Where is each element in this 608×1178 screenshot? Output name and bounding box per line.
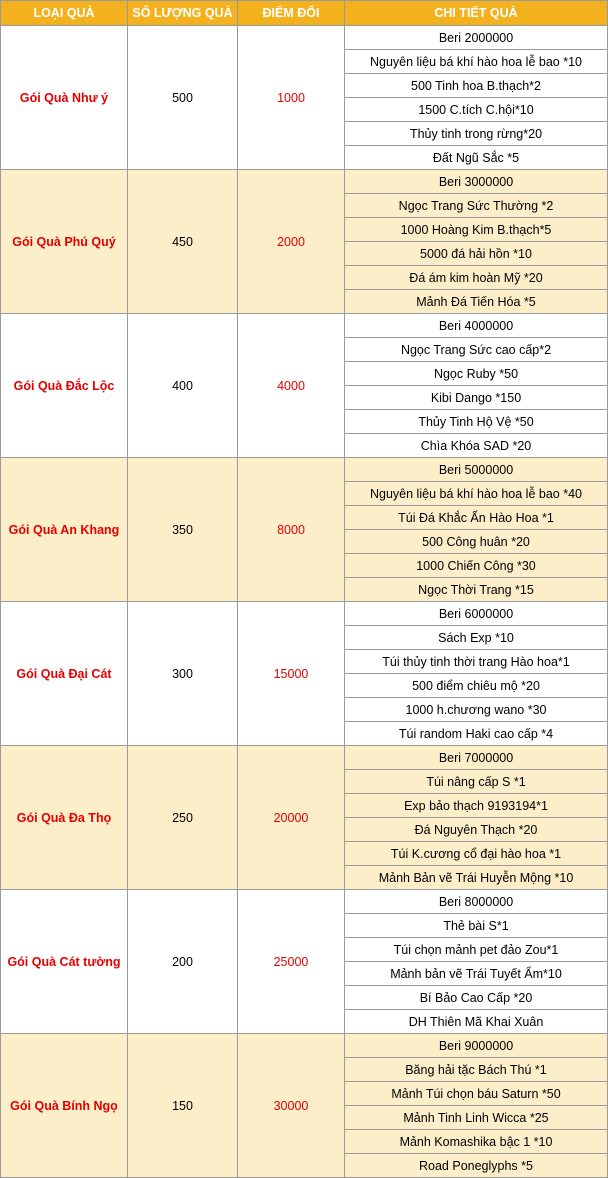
package-quantity: 250 xyxy=(128,746,238,890)
gift-item: Ngọc Trang Sức Thường *2 xyxy=(345,194,608,218)
package-points: 15000 xyxy=(238,602,345,746)
gift-item: Túi random Haki cao cấp *4 xyxy=(345,722,608,746)
table-body xyxy=(1,26,608,1178)
gift-item: Chìa Khóa SAD *20 xyxy=(345,434,608,458)
package-points: 30000 xyxy=(238,1034,345,1178)
package-name: Gói Quà Phú Quý xyxy=(1,170,128,314)
gift-item: 1000 h.chương wano *30 xyxy=(345,698,608,722)
package-name: Gói Quà Như ý xyxy=(1,26,128,170)
gift-item: Kibi Dango *150 xyxy=(345,386,608,410)
package-name: Gói Quà Cát tường xyxy=(1,890,128,1034)
gift-item: Exp bảo thạch 9193194*1 xyxy=(345,794,608,818)
gift-item: Túi Đá Khắc Ấn Hào Hoa *1 xyxy=(345,506,608,530)
package-name: Gói Quà Đại Cát xyxy=(1,602,128,746)
gift-item: Beri 5000000 xyxy=(345,458,608,482)
gift-item: Ngọc Ruby *50 xyxy=(345,362,608,386)
package-points: 4000 xyxy=(238,314,345,458)
gift-item: Thủy tinh trong rừng*20 xyxy=(345,122,608,146)
gift-item: Túi chọn mảnh pet đảo Zou*1 xyxy=(345,938,608,962)
gift-item: Bí Bảo Cao Cấp *20 xyxy=(345,986,608,1010)
gift-item: 500 Công huân *20 xyxy=(345,530,608,554)
table-row xyxy=(1,26,608,50)
package-points: 20000 xyxy=(238,746,345,890)
package-quantity: 200 xyxy=(128,890,238,1034)
package-points: 8000 xyxy=(238,458,345,602)
gift-item: Mảnh bản vẽ Trái Tuyết Ẩm*10 xyxy=(345,962,608,986)
package-name: Gói Quà Bính Ngọ xyxy=(1,1034,128,1178)
header-gift-details: CHI TIẾT QUÀ xyxy=(345,1,608,26)
gift-item: Sách Exp *10 xyxy=(345,626,608,650)
package-quantity: 150 xyxy=(128,1034,238,1178)
header-exchange-points: ĐIỂM ĐỔI xyxy=(238,1,345,26)
gift-item: Beri 6000000 xyxy=(345,602,608,626)
header-gift-type: LOẠI QUÀ xyxy=(1,1,128,26)
gift-item: 500 Tinh hoa B.thạch*2 xyxy=(345,74,608,98)
table-row xyxy=(1,170,608,194)
gift-item: Băng hải tặc Bách Thú *1 xyxy=(345,1058,608,1082)
package-points: 25000 xyxy=(238,890,345,1034)
gift-item: Ngọc Thời Trang *15 xyxy=(345,578,608,602)
gift-item: Nguyên liệu bá khí hào hoa lễ bao *40 xyxy=(345,482,608,506)
gift-item: Road Poneglyphs *5 xyxy=(345,1154,608,1178)
gift-item: Beri 4000000 xyxy=(345,314,608,338)
header-gift-quantity: SỐ LƯỢNG QUÀ xyxy=(128,1,238,26)
package-points: 1000 xyxy=(238,26,345,170)
gift-item: Beri 7000000 xyxy=(345,746,608,770)
package-quantity: 450 xyxy=(128,170,238,314)
package-quantity: 500 xyxy=(128,26,238,170)
package-name: Gói Quà Đa Thọ xyxy=(1,746,128,890)
table-row xyxy=(1,890,608,914)
table-header xyxy=(1,1,608,26)
gift-item: Beri 2000000 xyxy=(345,26,608,50)
package-points: 2000 xyxy=(238,170,345,314)
gift-item: 5000 đá hải hồn *10 xyxy=(345,242,608,266)
gift-item: Túi K.cương cổ đại hào hoa *1 xyxy=(345,842,608,866)
package-quantity: 350 xyxy=(128,458,238,602)
gift-item: Mảnh Komashika bậc 1 *10 xyxy=(345,1130,608,1154)
gift-item: Mảnh Đá Tiến Hóa *5 xyxy=(345,290,608,314)
gift-item: Beri 3000000 xyxy=(345,170,608,194)
gift-item: Mảnh Bản vẽ Trái Huyễn Mộng *10 xyxy=(345,866,608,890)
table-row xyxy=(1,458,608,482)
table-row xyxy=(1,1034,608,1058)
package-name: Gói Quà Đắc Lộc xyxy=(1,314,128,458)
gift-item: Mảnh Tinh Linh Wicca *25 xyxy=(345,1106,608,1130)
gift-item: DH Thiên Mã Khai Xuân xyxy=(345,1010,608,1034)
table-row xyxy=(1,746,608,770)
gift-item: Đất Ngũ Sắc *5 xyxy=(345,146,608,170)
gift-item: 500 điểm chiêu mộ *20 xyxy=(345,674,608,698)
gift-item: Thẻ bài S*1 xyxy=(345,914,608,938)
table-row xyxy=(1,602,608,626)
gift-item: Nguyên liệu bá khí hào hoa lễ bao *10 xyxy=(345,50,608,74)
package-quantity: 300 xyxy=(128,602,238,746)
gift-item: Đá ám kim hoàn Mỹ *20 xyxy=(345,266,608,290)
gift-item: Túi thủy tinh thời trang Hào hoa*1 xyxy=(345,650,608,674)
gift-item: Túi nâng cấp S *1 xyxy=(345,770,608,794)
gift-item: Beri 8000000 xyxy=(345,890,608,914)
gift-item: 1000 Hoàng Kim B.thạch*5 xyxy=(345,218,608,242)
gift-item: 1500 C.tích C.hội*10 xyxy=(345,98,608,122)
gift-item: Mảnh Túi chọn báu Saturn *50 xyxy=(345,1082,608,1106)
gift-item: Beri 9000000 xyxy=(345,1034,608,1058)
table-row xyxy=(1,314,608,338)
gift-item: Đá Nguyên Thạch *20 xyxy=(345,818,608,842)
package-name: Gói Quà An Khang xyxy=(1,458,128,602)
gift-item: 1000 Chiến Công *30 xyxy=(345,554,608,578)
package-quantity: 400 xyxy=(128,314,238,458)
gift-item: Thủy Tinh Hộ Vệ *50 xyxy=(345,410,608,434)
gift-item: Ngọc Trang Sức cao cấp*2 xyxy=(345,338,608,362)
